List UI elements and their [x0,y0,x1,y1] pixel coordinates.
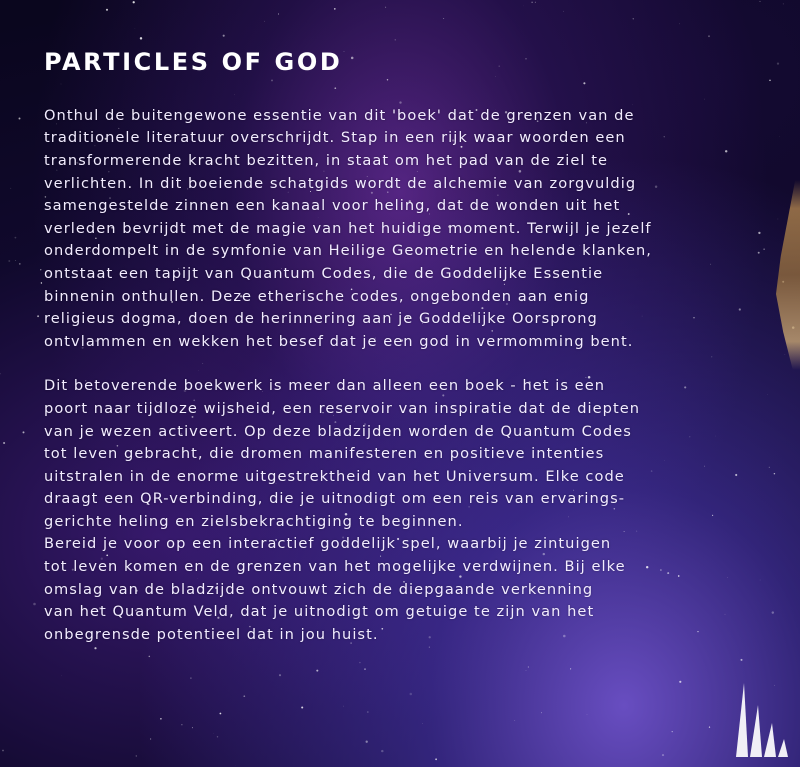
star [429,647,430,648]
star [37,315,39,317]
star [422,723,423,724]
text-line: van je wezen activeert. Op deze bladzijden worden de Quantum Codes [44,422,632,440]
star [0,373,1,374]
star [19,263,21,265]
star [662,754,664,756]
text-line: uitstralen in de enorme uitgestrektheid van het Universum. Elke code [44,467,625,485]
star [94,647,96,649]
star [779,136,780,137]
text-line: tot leven gebracht, die dromen manifesteren en positieve intenties [44,445,605,463]
text-line: verlichten. In dit boeiende schatgids wordt de alchemie van zorgvuldig [44,174,637,192]
text-line: gerichte heling en zielsbekrachtiging te beginnen. [44,512,464,530]
text-line: traditionele literatuur overschrijdt. Stap in een rijk waar woorden een [44,129,626,147]
star [160,718,162,720]
star [778,219,779,220]
star [220,713,222,715]
star [301,706,303,708]
star [264,21,265,22]
star [316,670,318,672]
text-line: onbegrensde potentieel dat in jou huist. [44,625,379,643]
star [381,750,383,752]
text-line: Onthul de buitengewone essentie van dit 'boek' dat de grenzen van de [44,106,635,124]
star [192,727,193,728]
star [243,695,245,697]
star [223,35,225,37]
star [33,603,36,606]
star [135,28,136,29]
star [61,676,62,677]
star [777,62,779,64]
star [410,693,413,696]
text-line: van het Quantum Veld, dat je uitnodigt om getuige te zijn van het [44,603,595,621]
star [140,37,142,39]
star [15,237,17,239]
star [343,706,344,707]
star [366,741,368,743]
star [278,14,279,15]
star [531,2,532,3]
star [15,260,16,261]
star [359,662,360,663]
star [8,260,10,262]
star [535,2,536,3]
star [3,442,5,444]
star [760,580,761,581]
text-line: ontvlammen en wekken het besef dat je een god in vermomming bent. [44,332,634,350]
star [2,750,4,752]
star [279,674,281,676]
text-line: ontstaat een tapijt van Quantum Codes, die de Goddelijke Essentie [44,264,604,282]
star [769,467,770,468]
text-line: Bereid je voor op een interactief goddelijk spel, waarbij je zintuigen [44,535,612,553]
description-paragraph-2 [44,375,734,646]
star [40,269,41,270]
star [149,656,151,658]
star [515,720,516,721]
text-line: binnenin onthullen. Deze etherische codes, ongebonden aan enig [44,287,590,305]
description-paragraph-1 [44,105,734,354]
paragraph-spacer [44,353,734,375]
star [672,731,673,732]
star [759,1,760,2]
star [769,80,770,81]
star [435,758,437,760]
text-line: religieus dogma, doen de herinnering aan je Goddelijke Oorsprong [44,310,598,328]
star [570,668,571,669]
text-line: Dit betoverende boekwerk is meer dan alleen een boek - het is een [44,377,606,395]
star [708,35,710,37]
text-line: tot leven komen en de grenzen van het mogelijke verdwijnen. Bij elke [44,558,626,576]
text-line: omslag van de bladzijde ontvouwt zich de diepgaande verkenning [44,580,594,598]
star [19,118,21,120]
star [367,711,369,713]
text-line: transformerende kracht bezitten, in staat om het pad van de ziel te [44,151,609,169]
star [136,755,137,756]
star [758,252,760,254]
star [783,4,784,5]
star [150,739,151,740]
page-title: PARTICLES OF GOD [44,48,343,76]
star [41,282,42,283]
star [385,7,386,8]
star [541,712,542,713]
text-line: poort naar tijdloze wijsheid, een reservoir van inspiratie dat de diepten [44,399,641,417]
star [679,681,681,683]
star [395,39,396,40]
star [739,308,741,310]
star [334,8,336,10]
star [774,473,775,474]
star [106,9,108,11]
description-panel [44,48,734,646]
text-line: onderdompelt in de symfonie van Heilige Geometrie en helende klanken, [44,242,652,260]
star [563,11,564,12]
star [633,18,634,19]
text-line: samengestelde zinnen een kanaal voor heling, dat de wonden uit het [44,197,621,215]
star [772,611,774,613]
star [443,18,444,19]
publisher-logo-icon [734,683,790,759]
star [735,474,737,476]
star [10,188,11,189]
star [758,232,760,234]
text-line: verleden bevrijdt met de magie van het huidige moment. Terwijl je jezelf [44,219,652,237]
star [709,726,710,727]
star [181,724,182,725]
star [763,249,764,250]
star [217,736,218,737]
star [364,668,366,670]
star [740,659,742,661]
star [528,667,529,668]
star [190,677,191,678]
star [133,1,135,3]
star [526,670,527,671]
text-line: draagt een QR-verbinding, die je uitnodigt om een reis van ervarings- [44,490,626,508]
star [23,431,25,433]
